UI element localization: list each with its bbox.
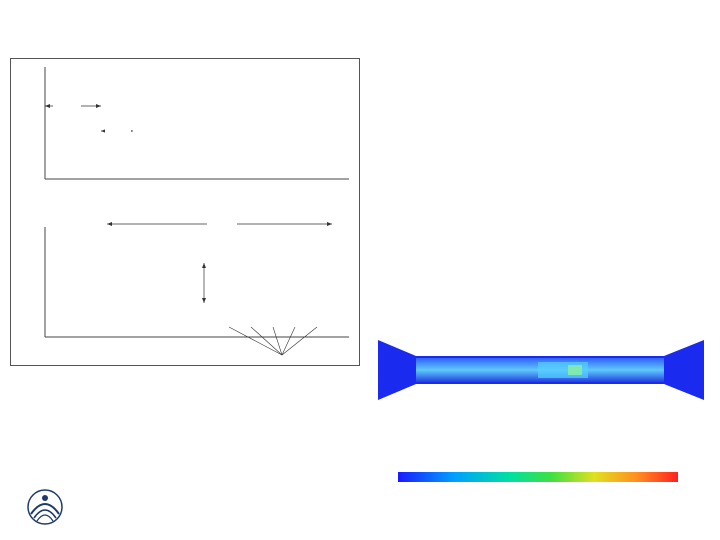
annotation-497ms [107,215,332,226]
fluka-simulation-image [368,240,712,498]
dr-intensity-panel [45,227,349,337]
color-scale-bar [398,472,678,482]
ral-logo [25,484,255,530]
stfc-emblem-icon [25,484,65,530]
booster-tick-figure [10,58,360,366]
annotation-38ms [202,263,206,303]
annotation-59ms [101,126,133,135]
target-heat-map [368,240,712,498]
annotation-5ms [229,327,317,355]
annotation-90ms [45,101,101,110]
intensity-plots [11,59,361,367]
rr-intensity-panel [45,67,349,179]
scale-labels [398,483,688,489]
